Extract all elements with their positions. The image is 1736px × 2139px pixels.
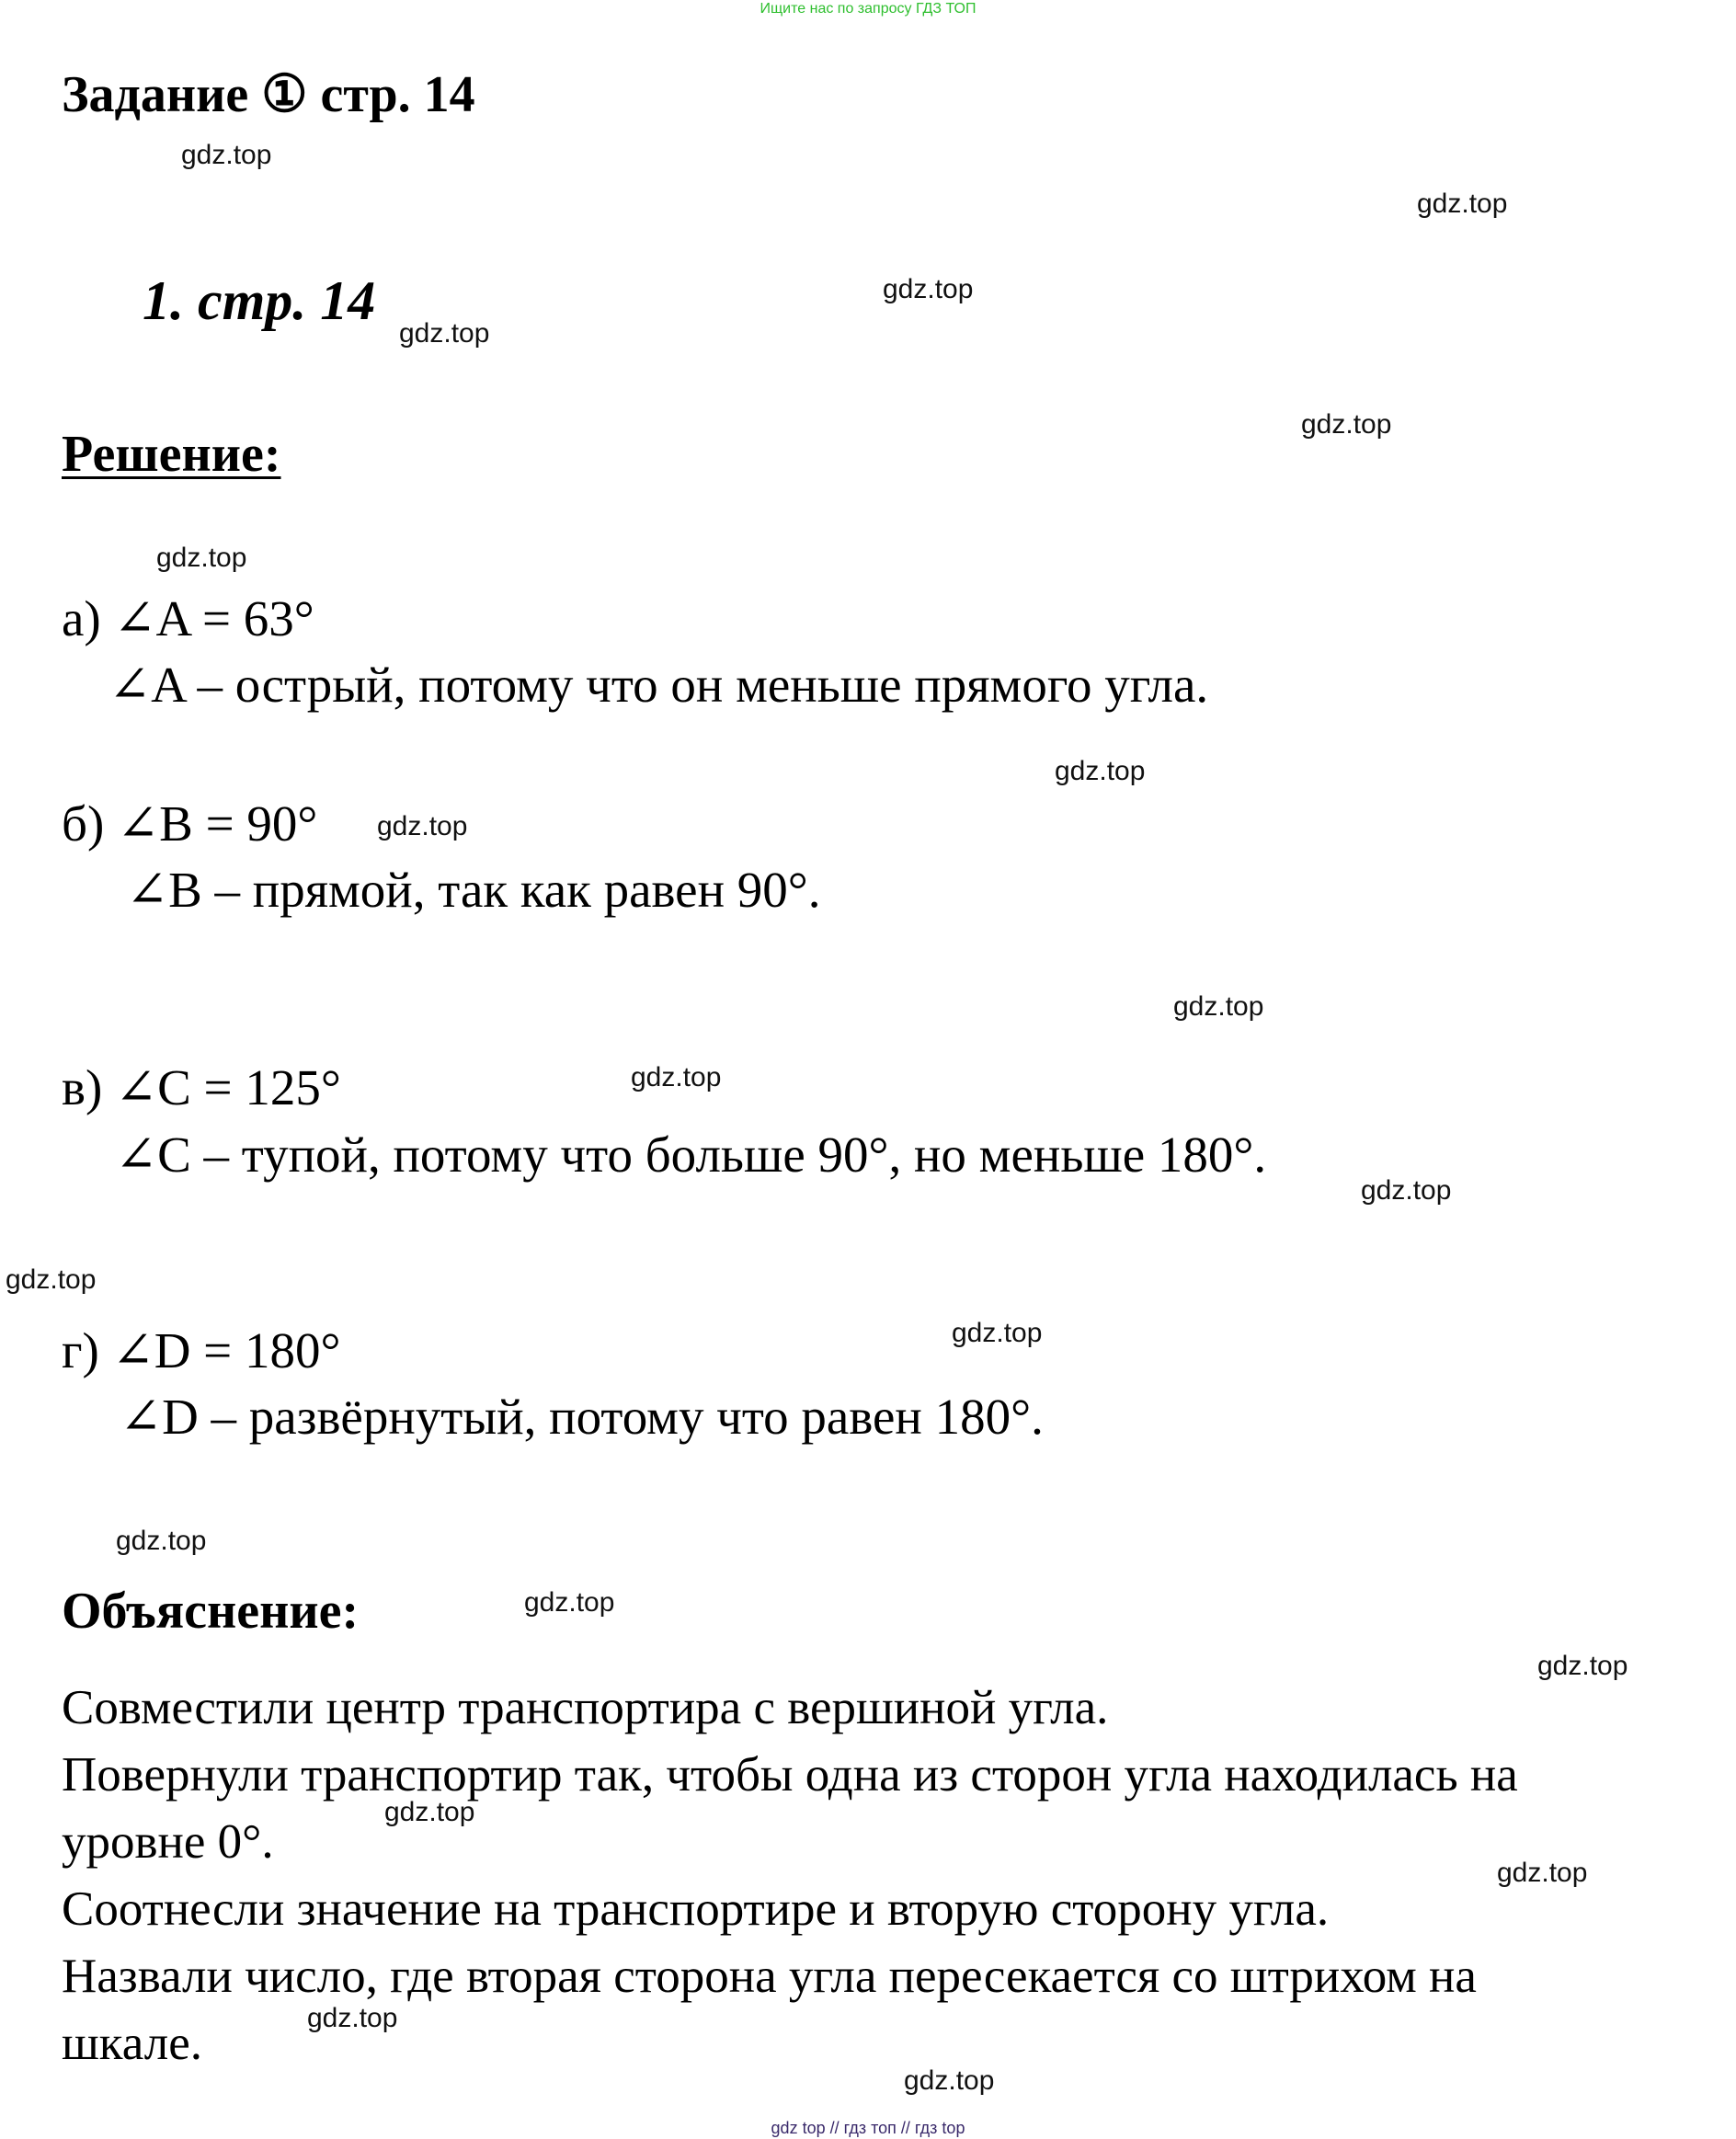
explanation-heading: Объяснение:: [62, 1583, 360, 1640]
watermark: gdz.top: [1055, 756, 1146, 786]
angle-a-value: а) ∠A = 63°: [62, 590, 314, 646]
angle-c-value: в) ∠C = 125°: [62, 1059, 341, 1115]
angle-b-explanation: ∠B – прямой, так как равен 90°.: [126, 862, 821, 918]
solution-heading: Решение:: [62, 426, 281, 483]
angle-c-explanation: ∠C – тупой, потому что больше 90°, но меньше 180°.: [115, 1127, 1267, 1183]
watermark: gdz.top: [883, 274, 974, 304]
watermark: gdz.top: [181, 140, 272, 170]
angle-d-explanation: ∠D – развёрнутый, потому что равен 180°.: [120, 1389, 1044, 1445]
explanation-line: Соотнесли значение на транспортире и вторую сторону угла.: [62, 1882, 1330, 1936]
exercise-number: 1. стр. 14: [143, 270, 376, 331]
explanation-line: уровне 0°.: [62, 1815, 274, 1869]
watermark: gdz.top: [1301, 409, 1392, 440]
watermark: gdz.top: [524, 1587, 615, 1618]
top-banner: Ищите нас по запросу ГДЗ ТОП: [760, 1, 976, 17]
task-title: Задание ① стр. 14: [62, 66, 475, 123]
watermark: gdz.top: [952, 1318, 1043, 1348]
angle-b-value: б) ∠B = 90°: [62, 795, 318, 852]
explanation-line: Назвали число, где вторая сторона угла пересекается со штрихом на: [62, 1950, 1477, 2003]
watermark: gdz.top: [116, 1526, 207, 1556]
watermark: gdz.top: [904, 2065, 995, 2096]
watermark: gdz.top: [1361, 1175, 1452, 1206]
watermark: gdz.top: [399, 318, 490, 349]
explanation-line: Совместили центр транспортира с вершиной угла.: [62, 1681, 1109, 1734]
explanation-line: шкале.: [62, 2017, 202, 2070]
explanation-line: Повернули транспортир так, чтобы одна из сторон угла находилась на: [62, 1748, 1518, 1802]
watermark: gdz.top: [6, 1264, 97, 1295]
footer-links[interactable]: gdz top // гдз топ // гдз top: [771, 2119, 965, 2137]
watermark: gdz.top: [1497, 1858, 1588, 1888]
angle-d-value: г) ∠D = 180°: [62, 1322, 341, 1378]
watermark: gdz.top: [1417, 189, 1508, 219]
watermark: gdz.top: [377, 811, 468, 841]
angle-a-explanation: ∠A – острый, потому что он меньше прямого угла.: [108, 657, 1209, 713]
watermark: gdz.top: [156, 543, 247, 573]
watermark: gdz.top: [1173, 991, 1264, 1022]
watermark: gdz.top: [384, 1797, 475, 1827]
watermark: gdz.top: [631, 1062, 722, 1092]
watermark: gdz.top: [307, 2003, 398, 2033]
watermark: gdz.top: [1537, 1651, 1628, 1681]
